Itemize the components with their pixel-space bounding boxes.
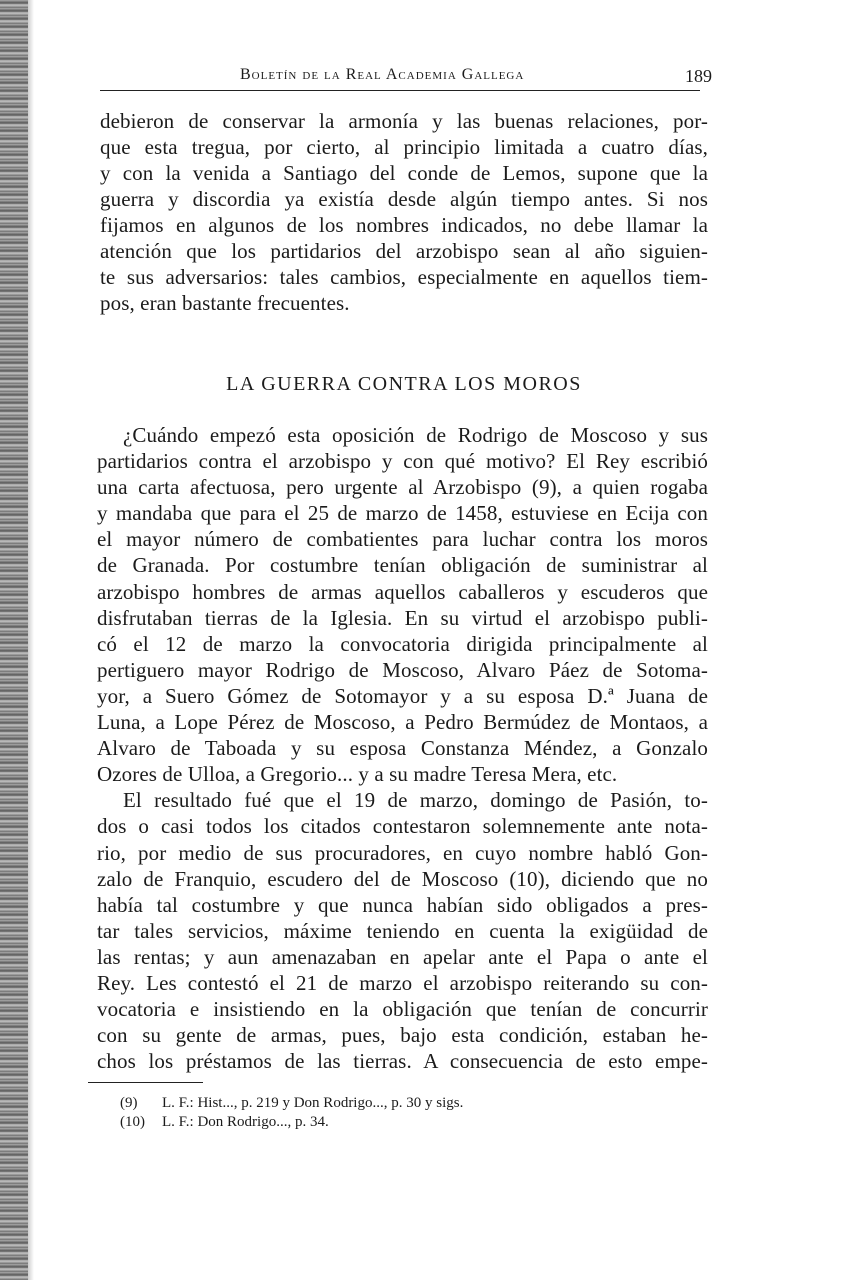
paragraph-line: Alvaro de Taboada y su esposa Constanza Méndez, a Gonzalo [97, 736, 708, 761]
paragraph-line: una carta afectuosa, pero urgente al Arzobispo (9), a quien rogaba [97, 475, 708, 500]
paragraph-1 [100, 108, 708, 316]
footnote-mark: (10) [120, 1114, 145, 1130]
paragraph-line: pos, eran bastante frecuentes. [100, 291, 350, 315]
paragraph-line: disfrutaban tierras de la Iglesia. En su virtud el arzobispo publi- [97, 605, 708, 630]
paragraph-line: fijamos en algunos de los nombres indicados, no debe llamar la [100, 213, 708, 237]
paragraph-line: con su gente de armas, pues, bajo esta condición, estaban he- [97, 1023, 708, 1048]
footnote-rule [88, 1082, 203, 1083]
paragraph-line: rio, por medio de sus procuradores, en cuyo nombre habló Gon- [97, 840, 708, 865]
paragraph-line: Luna, a Lope Pérez de Moscoso, a Pedro Bermúdez de Montaos, a [97, 710, 708, 735]
paragraph-line: dos o casi todos los citados contestaron solemnemente ante nota- [97, 814, 708, 839]
paragraph-line: atención que los partidarios del arzobispo sean al año siguien- [100, 239, 708, 263]
paragraph-line: guerra y discordia ya existía desde algún tiempo antes. Si nos [100, 187, 708, 211]
paragraph-line: Rey. Les contestó el 21 de marzo el arzobispo reiterando su con- [97, 970, 708, 995]
scan-edge-shadow [0, 0, 28, 1280]
footnote-10 [120, 1113, 640, 1132]
page-number: 189 [685, 66, 712, 86]
paragraph-line: ¿Cuándo empezó esta oposición de Rodrigo de Moscoso y sus [123, 423, 708, 447]
paragraph-line: te sus adversarios: tales cambios, especialmente en aquellos tiem- [100, 265, 708, 289]
section-title: LA GUERRA CONTRA LOS MOROS [226, 373, 582, 395]
paragraph-line: El resultado fué que el 19 de marzo, domingo de Pasión, to- [123, 788, 708, 813]
paragraph-line: Ozores de Ulloa, a Gregorio... y a su madre Teresa Mera, etc. [97, 762, 618, 787]
footnote-9 [120, 1094, 640, 1113]
footnotes [120, 1094, 640, 1132]
paragraph-line: có el 12 de marzo la convocatoria dirigida principalmente al [97, 631, 708, 656]
paragraph-line: arzobispo hombres de armas aquellos caballeros y escuderos que [97, 579, 708, 604]
paragraph-line: y mandaba que para el 25 de marzo de 1458, estuviese en Ecija con [97, 501, 708, 526]
scan-edge-fade [28, 0, 34, 1280]
paragraph-line: tar tales servicios, máxime teniendo en cuenta la exigüidad de [97, 918, 708, 943]
paragraph-line: de Granada. Por costumbre tenían obligación de suministrar al [97, 553, 708, 578]
paragraph-line: yor, a Suero Gómez de Sotomayor y a su esposa D.ª Juana de [97, 683, 708, 708]
paragraph-line: chos los préstamos de las tierras. A consecuencia de esto empe- [97, 1049, 708, 1074]
paragraph-line: había tal costumbre y que nunca habían sido obligados a pres- [97, 892, 708, 917]
footnote-text: L. F.: Don Rodrigo..., p. 34. [162, 1114, 329, 1130]
paragraph-line: partidarios contra el arzobispo y con qué motivo? El Rey escribió [97, 449, 708, 474]
paragraph-line: que esta tregua, por cierto, al principio limitada a cuatro días, [100, 135, 708, 159]
paragraph-line: las rentas; y aun amenazaban en apelar ante el Papa o ante el [97, 944, 708, 969]
paragraph-line: zalo de Franquio, escudero del de Moscoso (10), diciendo que no [97, 866, 708, 891]
paragraph-line: pertiguero mayor Rodrigo de Moscoso, Alvaro Páez de Sotoma- [97, 657, 708, 682]
paragraph-line: y con la venida a Santiago del conde de Lemos, supone que la [100, 161, 708, 185]
footnote-mark: (9) [120, 1095, 138, 1111]
header-rule [100, 90, 700, 91]
page-header [100, 60, 712, 90]
paragraph-line: vocatoria e insistiendo en la obligación que tenían de concurrir [97, 997, 708, 1022]
running-head: Boletín de la Real Academia Gallega [240, 66, 525, 83]
paragraph-line: el mayor número de combatientes para luchar contra los moros [97, 527, 708, 552]
paragraph-2-3 [97, 422, 708, 1074]
paragraph-line: debieron de conservar la armonía y las buenas relaciones, por- [100, 109, 708, 133]
footnote-text: L. F.: Hist..., p. 219 y Don Rodrigo..., p. 30 y sigs. [162, 1095, 464, 1111]
